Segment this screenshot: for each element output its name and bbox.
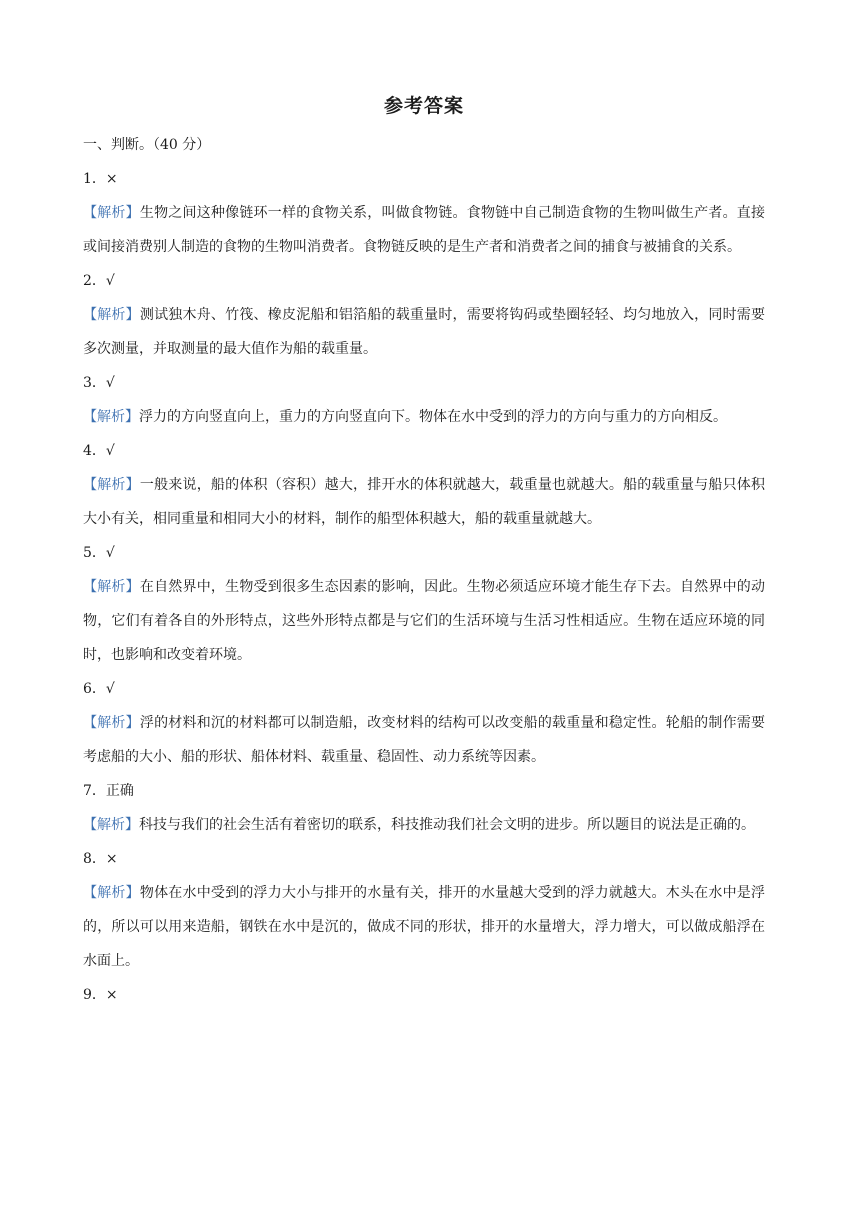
analysis-tag: 【解析】 bbox=[83, 715, 140, 731]
question-number: 2． bbox=[83, 273, 106, 289]
question-number: 5． bbox=[83, 545, 106, 561]
answer-page bbox=[83, 88, 765, 1012]
analysis-tag: 【解析】 bbox=[83, 477, 140, 493]
question-answer: √ bbox=[105, 375, 115, 391]
analysis-text: 科技与我们的社会生活有着密切的联系，科技推动我们社会文明的进步。所以题目的说法是正确的。 bbox=[139, 817, 755, 833]
question-number: 7． bbox=[83, 783, 106, 799]
question-number: 4． bbox=[83, 443, 106, 459]
analysis-paragraph bbox=[83, 876, 765, 978]
question-4-result bbox=[83, 434, 765, 468]
question-number: 1． bbox=[83, 171, 106, 187]
analysis-paragraph bbox=[83, 400, 765, 434]
analysis-text: 浮的材料和沉的材料都可以制造船，改变材料的结构可以改变船的载重量和稳定性。轮船的制作需要考虑船的大小、船的形状、船体材料、载重量、稳固性、动力系统等因素。 bbox=[83, 715, 766, 765]
analysis-text: 一般来说，船的体积（容积）越大，排开水的体积就越大，载重量也就越大。船的载重量与船只体积大小有关，相同重量和相同大小的材料，制作的船型体积越大，船的载重量就越大。 bbox=[83, 477, 766, 527]
question-answer: × bbox=[105, 171, 118, 187]
analysis-paragraph bbox=[83, 706, 765, 774]
question-9-result bbox=[83, 978, 765, 1012]
question-answer: × bbox=[105, 851, 118, 867]
analysis-paragraph bbox=[83, 468, 765, 536]
question-2-result bbox=[83, 264, 765, 298]
analysis-tag: 【解析】 bbox=[83, 579, 140, 595]
analysis-tag: 【解析】 bbox=[83, 885, 140, 901]
question-answer: 正确 bbox=[105, 783, 134, 799]
question-answer: √ bbox=[105, 681, 115, 697]
analysis-paragraph bbox=[83, 196, 765, 264]
section-heading: 一、判断。（40 分） bbox=[83, 137, 211, 153]
question-number: 3． bbox=[83, 375, 106, 391]
analysis-tag: 【解析】 bbox=[83, 817, 139, 833]
question-7-result bbox=[83, 774, 765, 808]
question-answer: × bbox=[105, 987, 118, 1003]
question-6-result bbox=[83, 672, 765, 706]
question-number: 6． bbox=[83, 681, 106, 697]
analysis-tag: 【解析】 bbox=[83, 307, 140, 323]
question-answer: √ bbox=[105, 273, 115, 289]
analysis-paragraph bbox=[83, 298, 765, 366]
question-answer: √ bbox=[105, 443, 115, 459]
question-1-result bbox=[83, 162, 765, 196]
analysis-tag: 【解析】 bbox=[83, 205, 140, 221]
analysis-tag: 【解析】 bbox=[83, 409, 139, 425]
analysis-text: 物体在水中受到的浮力大小与排开的水量有关，排开的水量越大受到的浮力就越大。木头在水中是浮的，所以可以用来造船，钢铁在水中是沉的，做成不同的形状，排开的水量增大，浮力增大，可以做成船浮在水面上。 bbox=[83, 885, 766, 969]
question-5-result bbox=[83, 536, 765, 570]
analysis-paragraph bbox=[83, 808, 765, 842]
question-number: 9． bbox=[83, 987, 106, 1003]
answer-list bbox=[83, 162, 765, 1012]
question-number: 8． bbox=[83, 851, 106, 867]
analysis-text: 在自然界中，生物受到很多生态因素的影响，因此。生物必须适应环境才能生存下去。自然界中的动物，它们有着各自的外形特点，这些外形特点都是与它们的生活环境与生活习性相适应。生物在适应环境的同时，也影响和改变着环境。 bbox=[83, 579, 766, 663]
analysis-text: 测试独木舟、竹筏、橡皮泥船和铝箔船的载重量时，需要将钩码或垫圈轻轻、均匀地放入，同时需要多次测量，并取测量的最大值作为船的载重量。 bbox=[83, 307, 766, 357]
question-answer: √ bbox=[105, 545, 115, 561]
question-3-result bbox=[83, 366, 765, 400]
page-title: 参考答案 bbox=[383, 95, 464, 117]
analysis-paragraph bbox=[83, 570, 765, 672]
question-8-result bbox=[83, 842, 765, 876]
analysis-text: 浮力的方向竖直向上，重力的方向竖直向下。物体在水中受到的浮力的方向与重力的方向相反。 bbox=[139, 409, 727, 425]
analysis-text: 生物之间这种像链环一样的食物关系，叫做食物链。食物链中自己制造食物的生物叫做生产者。直接或间接消费别人制造的食物的生物叫消费者。食物链反映的是生产者和消费者之间的捕食与被捕食的关系。 bbox=[83, 205, 766, 255]
